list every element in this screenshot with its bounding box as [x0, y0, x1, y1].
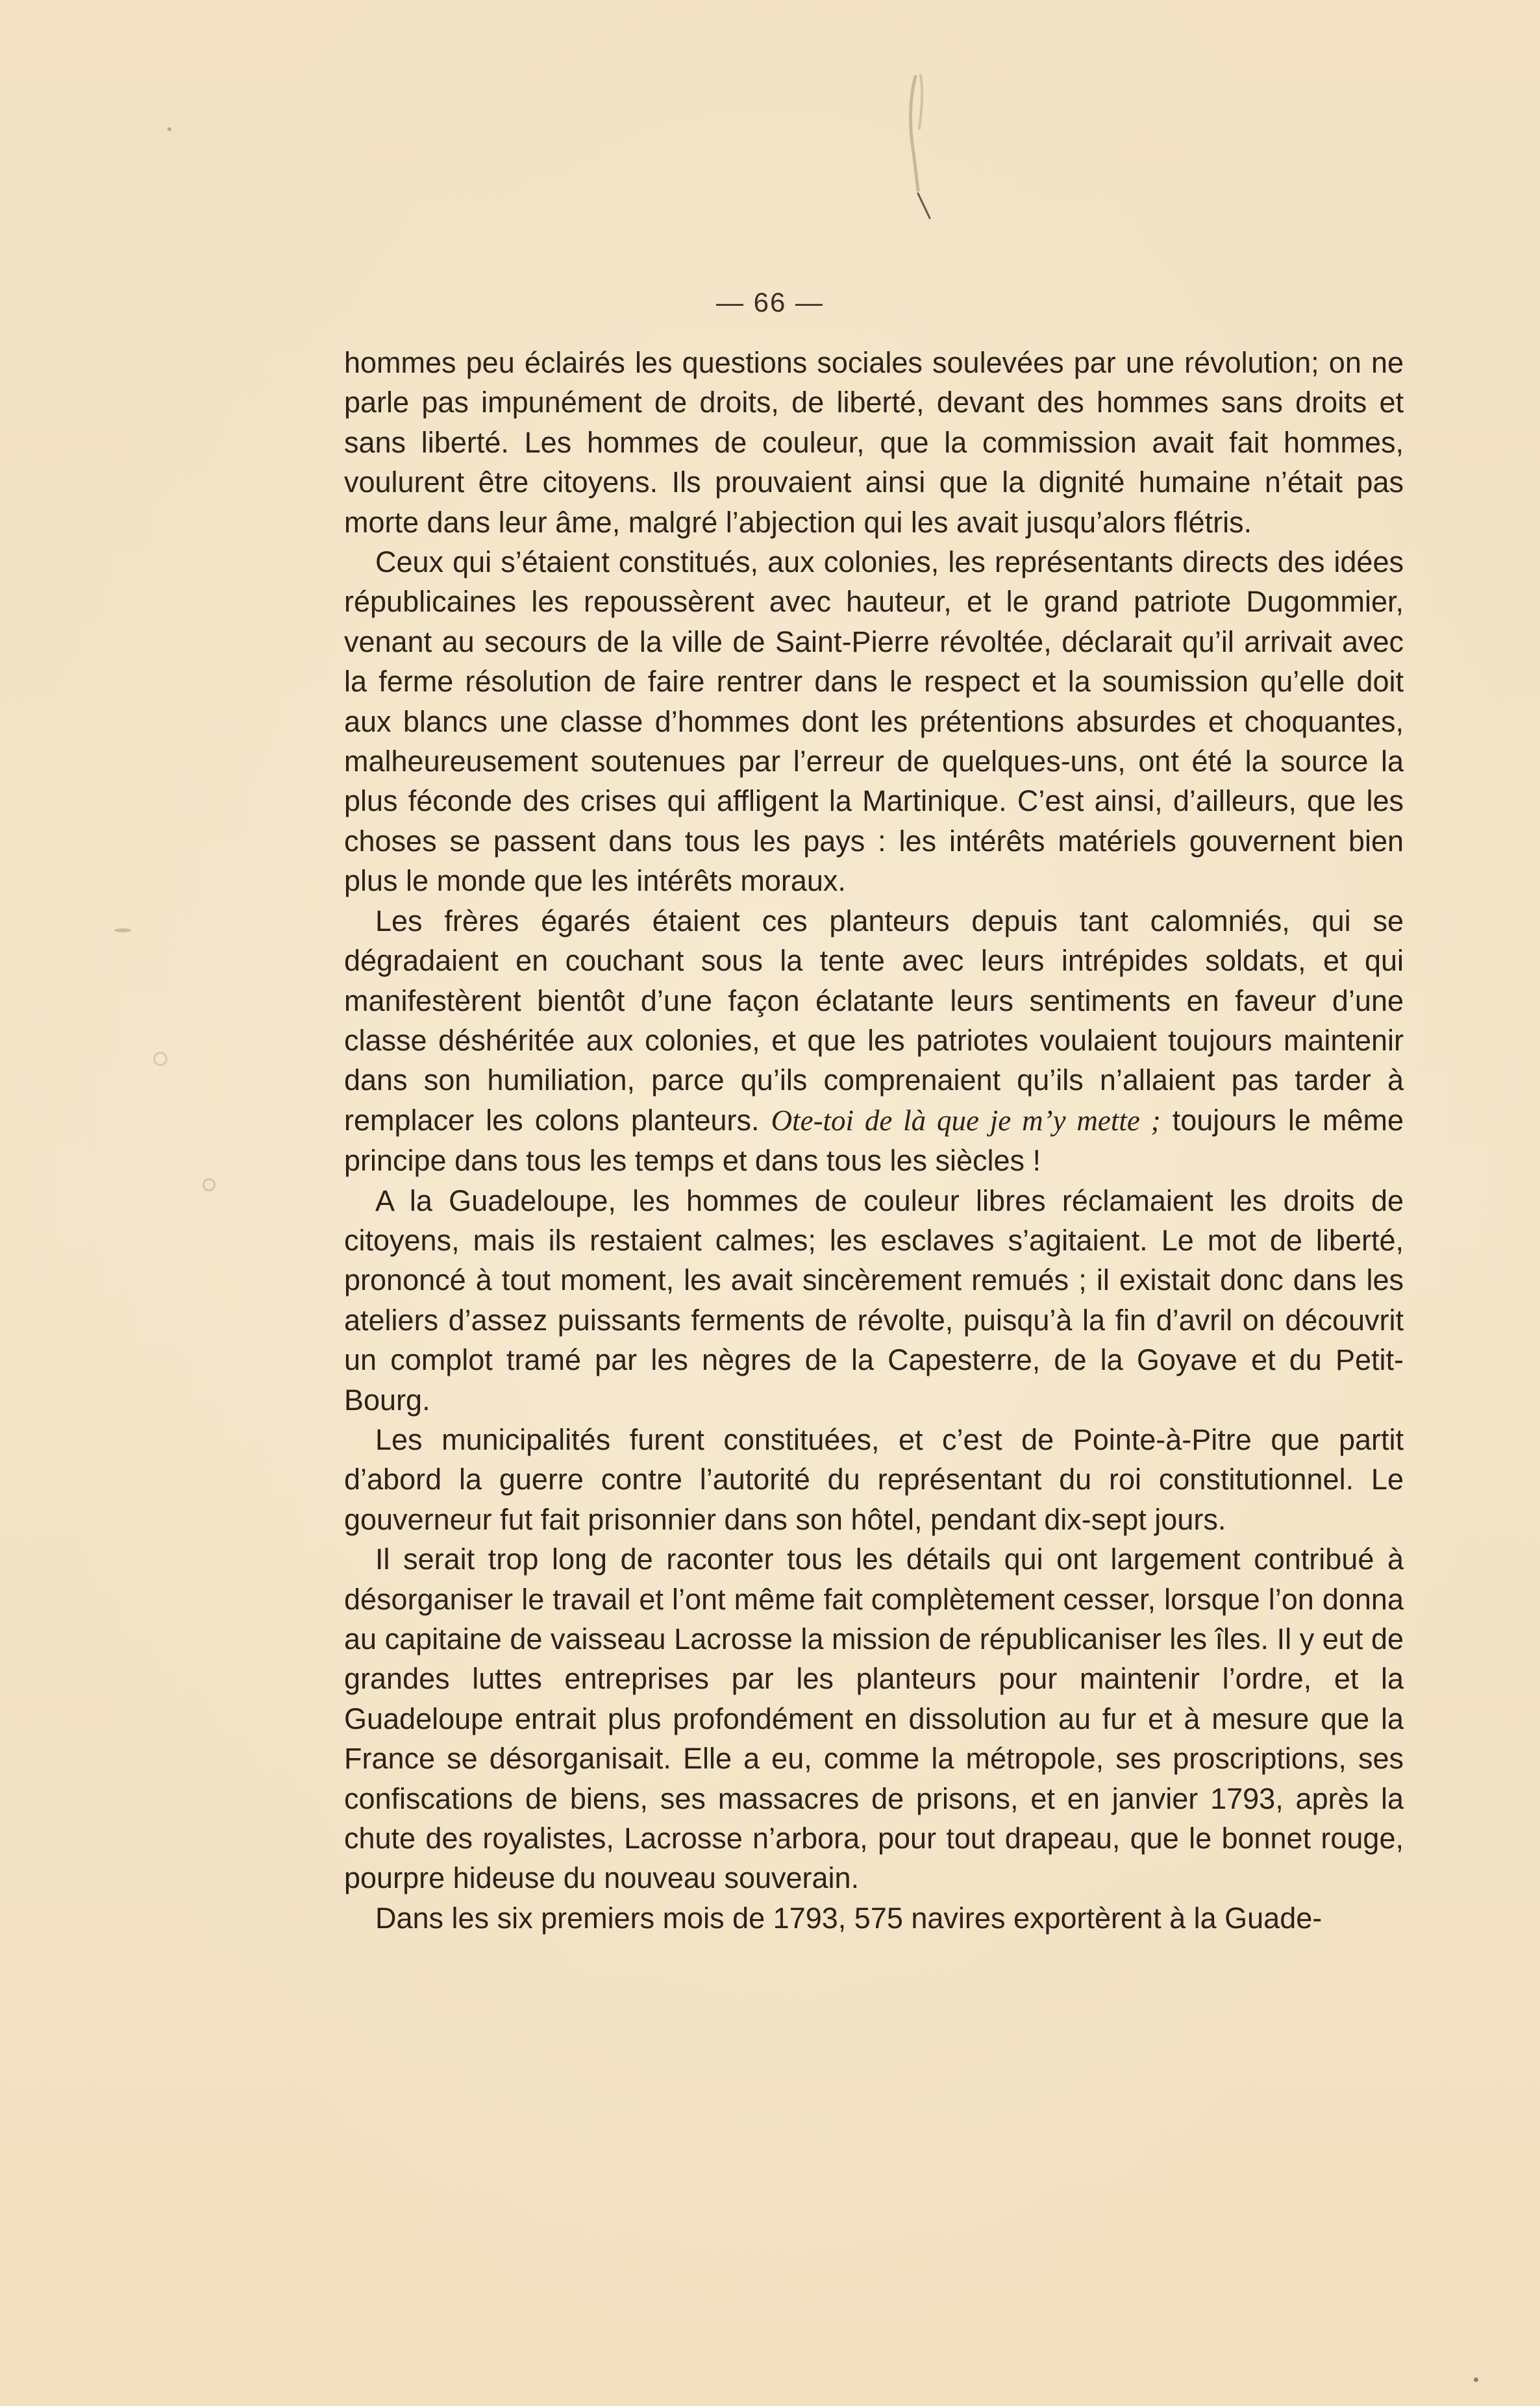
pencil-mark: [901, 70, 947, 219]
paragraph: Ceux qui s’étaient constitués, aux colonies, les représentants directs des idées républicaines les repoussèrent avec hauteur, et le grand patriote Dugommier, venant au secours de la ville de Saint-Pierre révoltée, déclarait qu’il arrivait avec la ferme résolution de faire rentrer dans le respect et la soumission qu’elle doit aux blancs une classe d’hommes dont les prétentions absurdes et choquantes, malheureusement soutenues par l’erreur de quelques-uns, ont été la source la plus féconde des crises qui affligent la Martinique. C’est ainsi, d’ailleurs, que les choses se passent dans tous les pays : les intérêts matériels gouvernent bien plus le monde que les intérêts moraux.: [344, 545, 1404, 898]
paragraph-text: toujours le même principe dans tous les temps et dans tous les siècles !: [344, 1103, 1404, 1178]
paragraph: Dans les six premiers mois de 1793, 575 navires exportèrent à la Guade-: [375, 1901, 1323, 1935]
paper-speck: [153, 1052, 168, 1066]
paper-speck: [114, 928, 131, 932]
italic-quote: Ote-toi de là que je m’y mette ;: [771, 1104, 1161, 1137]
paragraph-text: Les frères égarés étaient ces planteurs depuis tant calomniés, qui se dégradaient en couchant sous la tente avec leurs intrépides soldats, et qui manifestèrent bientôt d’une façon éclatante leurs sentiments en faveur d’une classe déshéritée aux colonies, et que les patriotes voulaient toujours maintenir dans son humiliation, parce qu’ils comprenaient qu’ils n’allaient pas tarder à remplacer les colons planteurs.: [344, 904, 1404, 1137]
paragraph: Les municipalités furent constituées, et c’est de Pointe-à-Pitre que partit d’abord la guerre contre l’autorité du représentant du roi constitutionnel. Le gouverneur fut fait prisonnier dans son hôtel, pendant dix-sept jours.: [344, 1422, 1404, 1536]
page-number: — 66 —: [715, 287, 825, 317]
paper-speck: [1474, 2377, 1478, 2382]
paper-speck: [168, 127, 171, 131]
paper-speck: [203, 1178, 216, 1191]
paragraph: A la Guadeloupe, les hommes de couleur libres réclamaient les droits de citoyens, mais ils restaient calmes; les esclaves s’agitaient. Le mot de liberté, prononcé à tout moment, les avait sincèrement remués ; il existait donc dans les ateliers d’assez puissants ferments de révolte, puisqu’à la fin d’avril on découvrit un complot tramé par les nègres de la Capesterre, de la Goyave et du Petit-Bourg.: [344, 1184, 1404, 1417]
paragraph: [344, 901, 1404, 1181]
paragraph: Il serait trop long de raconter tous les détails qui ont largement contribué à désorganiser le travail et l’ont même fait complètement cesser, lorsque l’on donna au capitaine de vaisseau Lacrosse la mission de républicaniser les îles. Il y eut de grandes luttes entreprises par les planteurs pour maintenir l’ordre, et la Guadeloupe entrait plus profondément en dissolution au fur et à mesure que la France se désorganisait. Elle a eu, comme la métropole, ses proscriptions, ses confiscations de biens, ses massacres de prisons, et en janvier 1793, après la chute des royalistes, Lacrosse n’arbora, pour tout drapeau, que le bonnet rouge, pourpre hideuse du nouveau souverain.: [344, 1543, 1404, 1895]
body-text: [344, 343, 1404, 1938]
paragraph: hommes peu éclairés les questions sociales soulevées par une révolution; on ne parle pas impunément de droits, de liberté, devant des hommes sans droits et sans liberté. Les hommes de couleur, que la commission avait fait hommes, voulurent être citoyens. Ils prouvaient ainsi que la dignité humaine n’était pas morte dans leur âme, malgré l’abjection qui les avait jusqu’alors flétris.: [344, 346, 1404, 539]
